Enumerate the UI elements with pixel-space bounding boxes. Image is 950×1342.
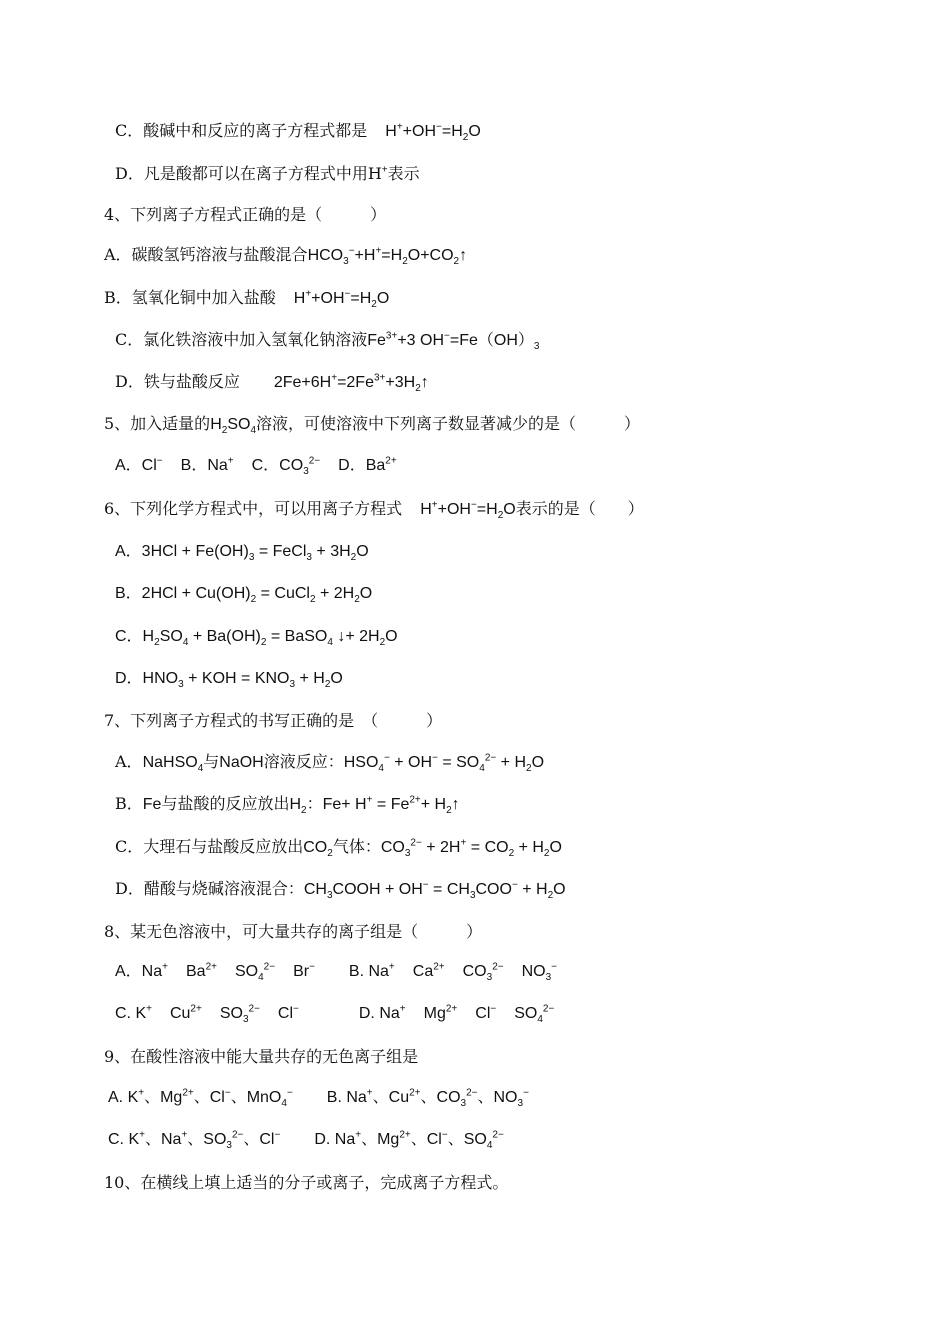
options-5: A．Cl− B．Na+ C．$CO_3^{2-}$ D．$Ba^{2+}$ (115, 455, 397, 478)
option-4a: A．碳酸氢钙溶液与盐酸混合$HCO_3^-+H^+=H_2O+CO_2↑$ (104, 245, 468, 268)
option-4d: D．铁与盐酸反应 $2Fe+6H^+=2Fe^{3+}+3H_2↑$ (115, 372, 429, 395)
option-3d: D．凡是酸都可以在离子方程式中用H+表示 (115, 164, 420, 183)
question-7: 7、下列离子方程式的书写正确的是 （ ） (104, 711, 443, 730)
option-3c (115, 120, 481, 143)
options-8cd: C. K+ $Cu^{2+}$ $SO_3^{2-}$ Cl− D. Na+ $Mg^{2+}$ Cl− $SO_4^{2-}$ (115, 1003, 555, 1026)
option-6c: C．$H_2SO_4 + Ba(OH)_2$ = BaSO$_4$ ↓+ $2H_2O$ (115, 628, 398, 649)
question-4 (104, 204, 386, 226)
question-9: 9、在酸性溶液中能大量共存的无色离子组是 (104, 1047, 419, 1066)
question-6: 6、下列化学方程式中，可以用离子方程式 $H^++OH^-=H_2O$表示的是（ ） (104, 499, 644, 522)
question-8: 8、某无色溶液中，可大量共存的离子组是（ ） (104, 922, 483, 941)
question-text: 4、下列离子方程式正确的是（ ） (104, 205, 387, 224)
option-7a: A．NaHSO$_4$与NaOH溶液反应：$HSO_4^- + OH^- = SO_4^{2-} + H_2O$ (115, 752, 545, 775)
question-10: 10、在横线上填上适当的分子或离子，完成离子方程式。 (104, 1173, 509, 1192)
option-7d: D．醋酸与烧碱溶液混合：$CH_3COOH + OH^- = CH_3COO^- + H_2O$ (115, 879, 566, 902)
question-5: 5、加入适量的$H_2SO_4$溶液，可使溶液中下列离子数显著减少的是（ ） (104, 414, 641, 437)
options-9ab: A. K+、$Mg^{2+}$、Cl−、MnO$_4$− B. Na+、$Cu^{2+}$、$CO_3^{2-}$、$NO_3^-$ (108, 1087, 529, 1110)
option-6d: D．$HNO_3$ + KOH = $KNO_3 + H_2O$ (115, 670, 343, 691)
option-4c: C．氯化铁溶液中加入氢氧化钠溶液$Fe^{3+}+3$ $OH^-=Fe(OH)_3$ (115, 330, 540, 353)
option-6b: B．$2HCl + Cu(OH)_2$ = CuCl$_2$ + $2H_2O$ (115, 585, 373, 606)
option-text: C．酸碱中和反应的离子方程式都是 (115, 121, 368, 140)
equation: $H^++OH^-=H_2O$ (385, 121, 481, 144)
option-4b: B．氢氧化铜中加入盐酸 $H^++OH^-=H_2O$ (104, 288, 390, 311)
options-8ab: A．Na+ $Ba^{2+}$ $SO_4^{2-}$ Br− B. Na+ $Ca^{2+}$ $CO_3^{2-}$ $NO_3^-$ (115, 961, 557, 984)
option-text: D．凡是酸都可以在离子方程式中用 (115, 164, 368, 183)
option-7c: C．大理石与盐酸反应放出$CO_2$气体：$CO_3^{2-} + 2H^+ = CO_2 + H_2O$ (115, 837, 562, 860)
option-7b: B．Fe与盐酸的反应放出$H_2$：$Fe+ H^+ = Fe^{2+}+$ $H_2↑$ (115, 794, 460, 817)
options-9cd: C. K+、Na+、$SO_3^{2-}$、Cl− D. Na+、$Mg^{2+}$、Cl−、$SO_4^{2-}$ (108, 1129, 504, 1152)
option-6a: A．$3HCl + Fe(OH)_3$ = FeCl$_3$ + $3H_2O$ (115, 543, 369, 564)
